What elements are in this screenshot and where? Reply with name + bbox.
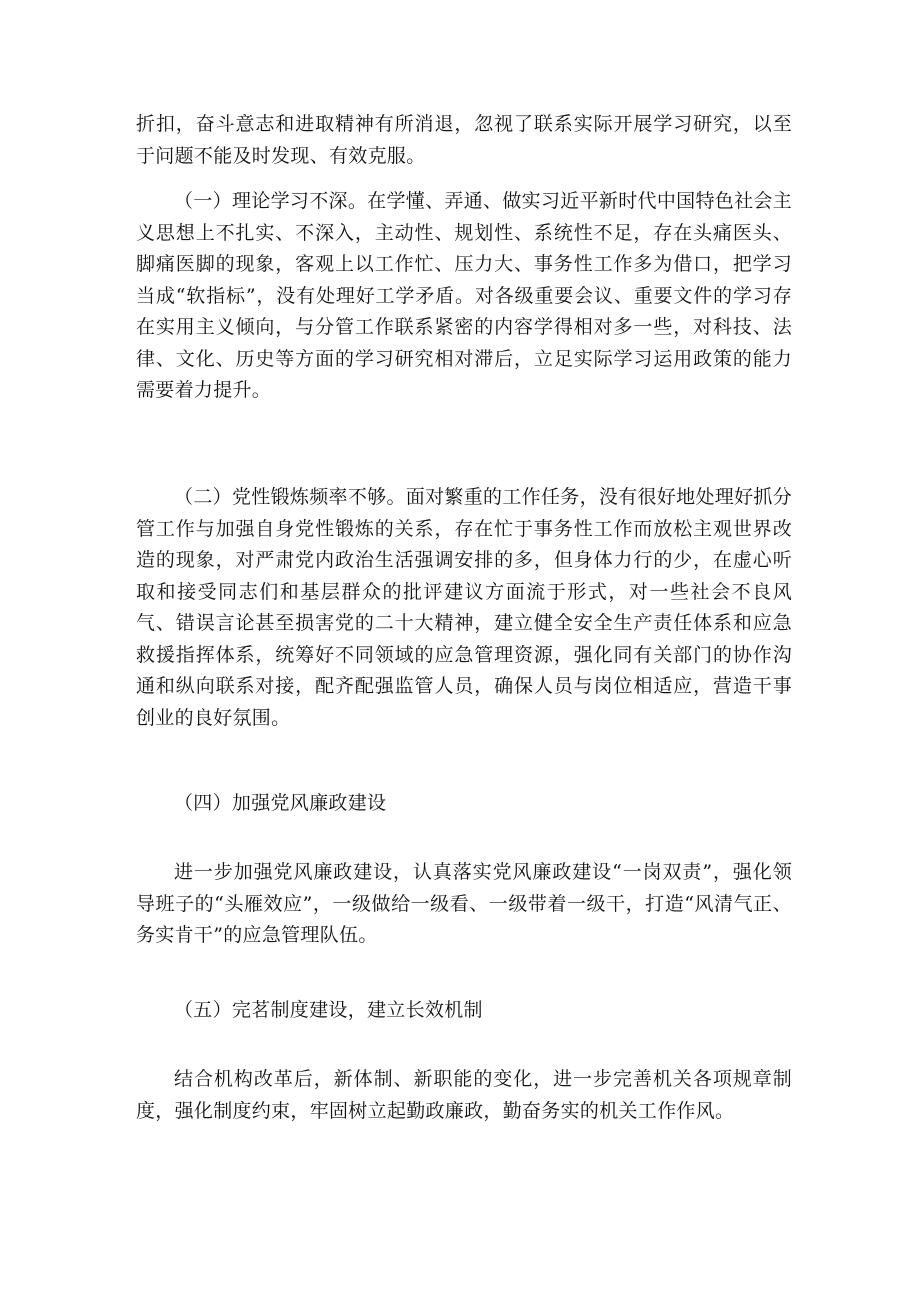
section-four-heading: （四）加强党风廉政建设: [174, 792, 387, 814]
theory-study-paragraph: （一）理论学习不深。在学懂、弄通、做实习近平新时代中国特色社会主义思想上不扎实、不深入，主动性、规划性、系统性不足，存在头痛医头、脚痛医脚的现象，客观上以工作忙、压力大、事务性工作多为借口，把学习当成“软指标”，没有处理好工学矛盾。对各级重要会议、重要文件的学习存在实用主义倾向，与分管工作联系紧密的内容学得相对多一些，对科技、法律、文化、历史等方面的学习研究相对滞后，立足实际学习运用政策的能力需要着力提升。: [136, 190, 792, 401]
continuation-paragraph: 折扣，奋斗意志和进取精神有所消退，忽视了联系实际开展学习研究，以至于问题不能及时发现、有效克服。: [136, 113, 792, 167]
section-five-heading: （五）完茗制度建设，建立长效机制: [174, 999, 483, 1021]
section-five-body: 结合机构改革后，新体制、新职能的变化，进一步完善机关各项规章制度，强化制度约束，牢固树立起勤政廉政，勤奋务实的机关工作作风。: [136, 1068, 792, 1122]
section-four-body: 进一步加强党风廉政建设，认真落实党风廉政建设“一岗双责”，强化领导班子的“头雁效应”，一级做给一级看、一级带着一级干，打造“风清气正、务实肯干”的应急管理队伍。: [136, 861, 792, 946]
party-training-paragraph: （二）党性锻炼频率不够。面对繁重的工作任务，没有很好地处理好抓分管工作与加强自身党性锻炼的关系，存在忙于事务性工作而放松主观世界改造的现象，对严肃党内政治生活强调安排的多，但身体力行的少，在虚心听取和接受同志们和基层群众的批评建议方面流于形式，对一些社会不良风气、错误言论甚至损害党的二十大精神，建立健全安全生产责任体系和应急救援指挥体系，统筹好不同领域的应急管理资源，强化同有关部门的协作沟通和纵向联系对接，配齐配强监管人员，确保人员与岗位相适应，营造干事创业的良好氛围。: [136, 486, 792, 729]
